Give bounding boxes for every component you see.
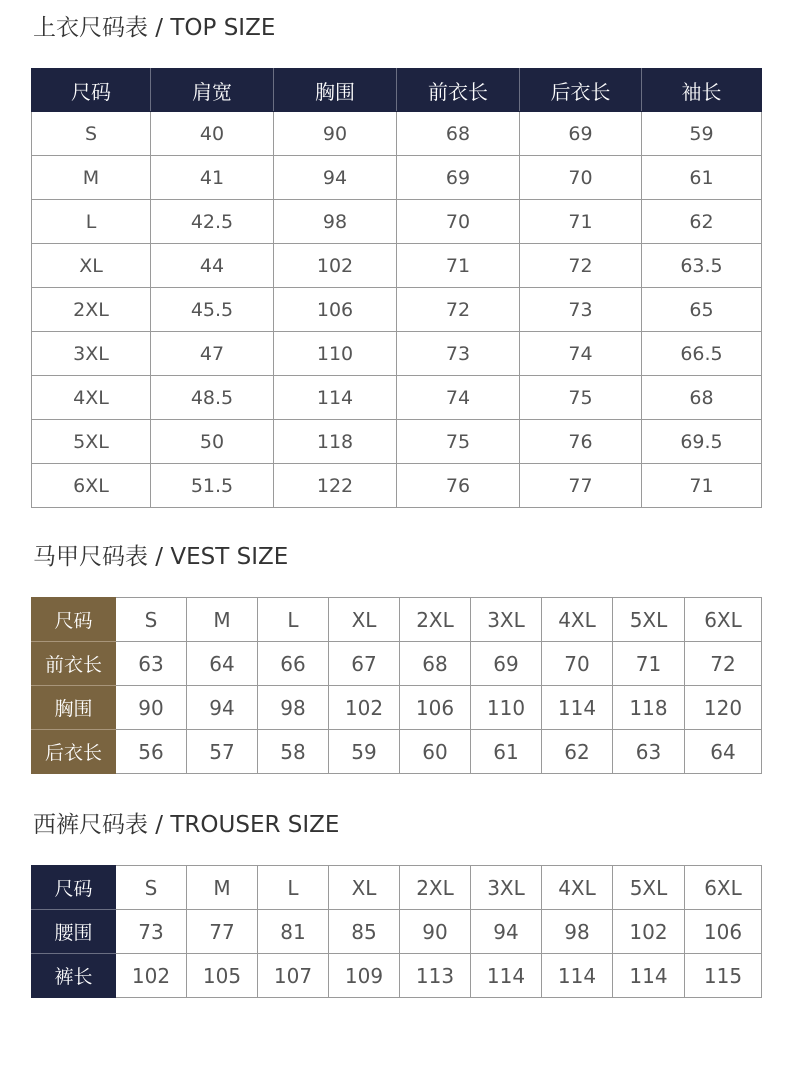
table-cell: 5XL [32, 420, 151, 464]
table-cell: 63 [613, 730, 685, 774]
row-header: 前衣长 [32, 642, 116, 686]
table-cell: 68 [397, 112, 520, 156]
header-chest: 胸围 [274, 69, 397, 112]
table-row [32, 730, 762, 774]
table-cell: XL [329, 598, 400, 642]
row-header: 后衣长 [32, 730, 116, 774]
table-cell: 6XL [685, 598, 762, 642]
table-cell: 106 [274, 288, 397, 332]
table-cell: 62 [542, 730, 613, 774]
table-cell: 106 [685, 910, 762, 954]
table-cell: 73 [397, 332, 520, 376]
table-cell: 74 [397, 376, 520, 420]
table-cell: 58 [258, 730, 329, 774]
table-cell: 42.5 [151, 200, 274, 244]
table-cell: 71 [397, 244, 520, 288]
table-cell: 102 [613, 910, 685, 954]
top-size-header-row [32, 69, 762, 112]
vest-size-table [31, 597, 762, 774]
table-row [32, 420, 762, 464]
table-cell: 66.5 [642, 332, 762, 376]
table-cell: XL [32, 244, 151, 288]
table-cell: 106 [400, 686, 471, 730]
table-cell: 90 [274, 112, 397, 156]
row-header: 裤长 [32, 954, 116, 998]
table-cell: 3XL [471, 866, 542, 910]
table-cell: 59 [642, 112, 762, 156]
table-cell: 64 [187, 642, 258, 686]
table-cell: 51.5 [151, 464, 274, 508]
table-cell: 70 [542, 642, 613, 686]
table-cell: 70 [397, 200, 520, 244]
table-cell: 102 [274, 244, 397, 288]
table-cell: 72 [685, 642, 762, 686]
header-sleeve: 袖长 [642, 69, 762, 112]
table-cell: 3XL [32, 332, 151, 376]
table-cell: 73 [520, 288, 642, 332]
header-back-length: 后衣长 [520, 69, 642, 112]
table-row [32, 112, 762, 156]
table-cell: 72 [397, 288, 520, 332]
table-cell: L [258, 866, 329, 910]
table-row [32, 954, 762, 998]
table-cell: 6XL [32, 464, 151, 508]
table-row [32, 200, 762, 244]
table-cell: 6XL [685, 866, 762, 910]
table-cell: 81 [258, 910, 329, 954]
table-cell: 66 [258, 642, 329, 686]
table-cell: 69 [397, 156, 520, 200]
table-cell: 75 [397, 420, 520, 464]
table-cell: 114 [471, 954, 542, 998]
table-cell: 76 [397, 464, 520, 508]
table-cell: 45.5 [151, 288, 274, 332]
table-row [32, 598, 762, 642]
table-cell: 120 [685, 686, 762, 730]
table-cell: L [32, 200, 151, 244]
table-cell: 69.5 [642, 420, 762, 464]
table-cell: 65 [642, 288, 762, 332]
table-cell: 71 [520, 200, 642, 244]
table-cell: XL [329, 866, 400, 910]
table-cell: 4XL [32, 376, 151, 420]
table-cell: S [116, 866, 187, 910]
table-row [32, 910, 762, 954]
table-cell: 122 [274, 464, 397, 508]
table-cell: 75 [520, 376, 642, 420]
table-cell: 71 [642, 464, 762, 508]
table-cell: 47 [151, 332, 274, 376]
table-cell: 113 [400, 954, 471, 998]
table-cell: 109 [329, 954, 400, 998]
table-cell: 5XL [613, 598, 685, 642]
table-cell: 76 [520, 420, 642, 464]
trouser-size-table [31, 865, 762, 998]
table-cell: 63 [116, 642, 187, 686]
table-cell: 107 [258, 954, 329, 998]
table-cell: 60 [400, 730, 471, 774]
table-cell: 61 [471, 730, 542, 774]
table-cell: 94 [471, 910, 542, 954]
table-cell: 57 [187, 730, 258, 774]
header-front-length: 前衣长 [397, 69, 520, 112]
table-cell: 74 [520, 332, 642, 376]
table-cell: 3XL [471, 598, 542, 642]
table-cell: 110 [471, 686, 542, 730]
table-row [32, 288, 762, 332]
table-cell: 73 [116, 910, 187, 954]
table-cell: 4XL [542, 866, 613, 910]
table-cell: 2XL [400, 866, 471, 910]
table-cell: M [187, 598, 258, 642]
table-cell: 5XL [613, 866, 685, 910]
row-header: 尺码 [32, 598, 116, 642]
table-cell: S [116, 598, 187, 642]
table-cell: 71 [613, 642, 685, 686]
table-cell: 68 [400, 642, 471, 686]
table-cell: 98 [274, 200, 397, 244]
table-row [32, 464, 762, 508]
table-cell: 85 [329, 910, 400, 954]
table-cell: 114 [542, 954, 613, 998]
table-cell: 94 [187, 686, 258, 730]
vest-size-title: 马甲尺码表 / VEST SIZE [33, 544, 289, 570]
table-cell: 102 [329, 686, 400, 730]
table-cell: 63.5 [642, 244, 762, 288]
table-cell: 90 [116, 686, 187, 730]
table-cell: 50 [151, 420, 274, 464]
table-cell: S [32, 112, 151, 156]
table-cell: 56 [116, 730, 187, 774]
table-cell: 115 [685, 954, 762, 998]
table-cell: 2XL [400, 598, 471, 642]
table-cell: 62 [642, 200, 762, 244]
table-cell: 4XL [542, 598, 613, 642]
table-cell: 72 [520, 244, 642, 288]
table-cell: 114 [542, 686, 613, 730]
table-cell: 90 [400, 910, 471, 954]
top-size-title: 上衣尺码表 / TOP SIZE [33, 15, 276, 41]
table-cell: 102 [116, 954, 187, 998]
table-cell: 105 [187, 954, 258, 998]
top-size-table [31, 68, 762, 508]
row-header: 胸围 [32, 686, 116, 730]
table-cell: 44 [151, 244, 274, 288]
table-cell: 61 [642, 156, 762, 200]
table-cell: 77 [520, 464, 642, 508]
table-cell: 69 [471, 642, 542, 686]
table-cell: 68 [642, 376, 762, 420]
table-cell: 2XL [32, 288, 151, 332]
table-cell: 40 [151, 112, 274, 156]
table-cell: 98 [258, 686, 329, 730]
table-row [32, 376, 762, 420]
table-row [32, 866, 762, 910]
table-cell: 98 [542, 910, 613, 954]
table-cell: 67 [329, 642, 400, 686]
table-cell: 94 [274, 156, 397, 200]
table-cell: 59 [329, 730, 400, 774]
table-cell: 70 [520, 156, 642, 200]
row-header: 尺码 [32, 866, 116, 910]
table-cell: M [32, 156, 151, 200]
table-cell: 41 [151, 156, 274, 200]
header-shoulder: 肩宽 [151, 69, 274, 112]
table-row [32, 686, 762, 730]
table-row [32, 244, 762, 288]
table-cell: 77 [187, 910, 258, 954]
table-row [32, 642, 762, 686]
table-cell: 118 [274, 420, 397, 464]
table-cell: 118 [613, 686, 685, 730]
table-cell: M [187, 866, 258, 910]
table-cell: 48.5 [151, 376, 274, 420]
table-cell: 69 [520, 112, 642, 156]
header-size: 尺码 [32, 69, 151, 112]
table-cell: 64 [685, 730, 762, 774]
table-cell: 114 [613, 954, 685, 998]
table-cell: 114 [274, 376, 397, 420]
table-row [32, 332, 762, 376]
table-cell: 110 [274, 332, 397, 376]
row-header: 腰围 [32, 910, 116, 954]
table-row [32, 156, 762, 200]
table-cell: L [258, 598, 329, 642]
trouser-size-title: 西裤尺码表 / TROUSER SIZE [33, 812, 340, 838]
